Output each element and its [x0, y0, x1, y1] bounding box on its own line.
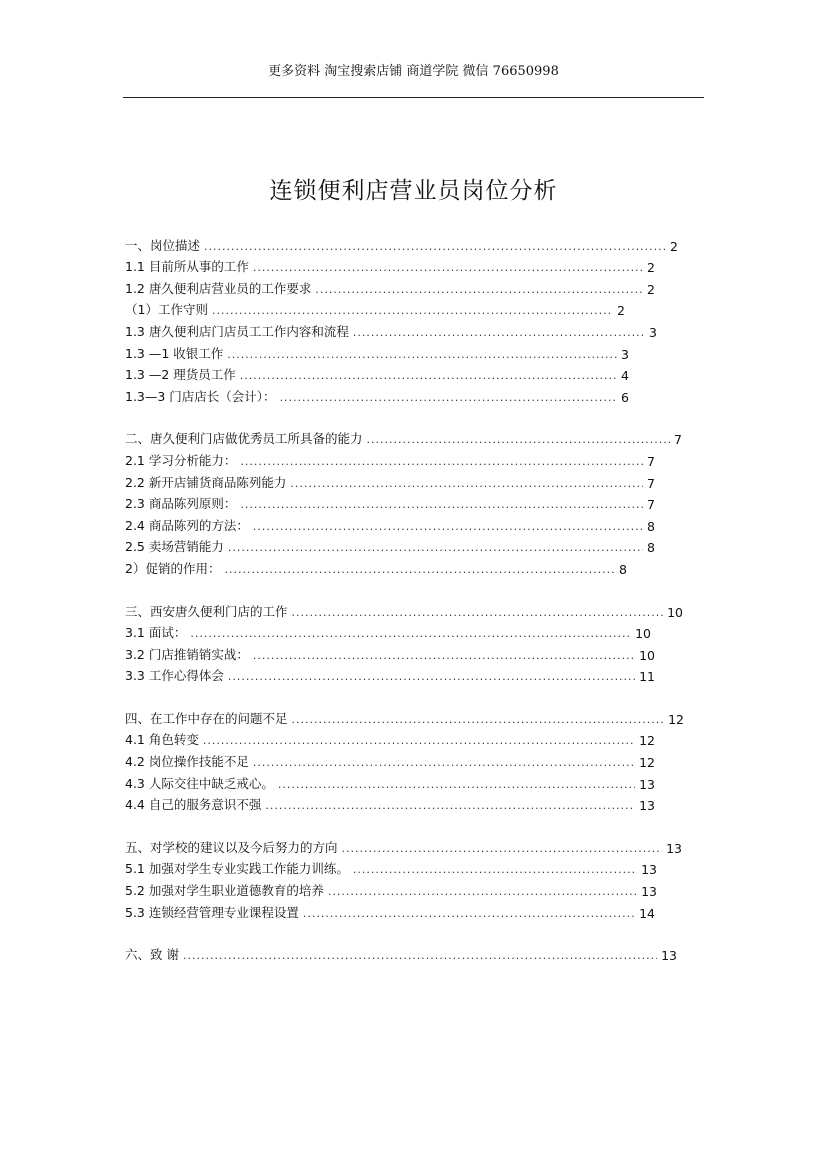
- toc-entry-label: 1.2 唐久便利店营业员的工作要求: [125, 280, 312, 296]
- toc-entry-page-number: 8: [647, 540, 655, 556]
- toc-entry[interactable]: [125, 705, 684, 727]
- toc-entry-label: 3.1 面试：: [125, 625, 187, 641]
- toc-section-gap: [125, 684, 685, 705]
- toc-entry-page-number: 10: [635, 626, 651, 642]
- toc-entry[interactable]: [125, 340, 629, 362]
- toc-entry[interactable]: [125, 254, 655, 276]
- toc-entry[interactable]: [125, 491, 655, 513]
- toc-dot-leader: [292, 606, 664, 620]
- toc-entry[interactable]: [125, 727, 655, 749]
- toc-dot-leader: [280, 391, 617, 405]
- toc-entry-page-number: 7: [674, 432, 682, 448]
- toc-dot-leader: [240, 455, 643, 469]
- toc-entry[interactable]: [125, 447, 655, 469]
- toc-section-gap: [125, 921, 685, 942]
- toc-entry-label: 2.3 商品陈列原则：: [125, 496, 237, 512]
- toc-section-gap: [125, 405, 685, 426]
- toc-entry[interactable]: [125, 620, 651, 642]
- toc-entry-label: 4.1 角色转变: [125, 732, 199, 748]
- toc-entry-label: 3.3 工作心得体会: [125, 668, 224, 684]
- toc-entry-page-number: 14: [639, 905, 655, 921]
- toc-dot-leader: [240, 498, 643, 512]
- toc-entry[interactable]: [125, 383, 629, 405]
- header-divider: [123, 97, 704, 98]
- toc-entry[interactable]: [125, 469, 655, 491]
- toc-entry-label: 1.3 唐久便利店门店员工工作内容和流程: [125, 323, 349, 339]
- toc-entry-page-number: 12: [639, 755, 655, 771]
- toc-entry[interactable]: [125, 877, 657, 899]
- toc-entry[interactable]: [125, 792, 655, 814]
- toc-entry[interactable]: [125, 275, 655, 297]
- toc-entry-label: 四、在工作中存在的问题不足: [125, 710, 288, 726]
- toc-dot-leader: [183, 949, 657, 963]
- toc-dot-leader: [253, 756, 635, 770]
- toc-dot-leader: [228, 541, 643, 555]
- toc-entry-label: 二、唐久便利门店做优秀员工所具备的能力: [125, 431, 363, 447]
- toc-entry-label: 1.3 —1 收银工作: [125, 345, 224, 361]
- toc-dot-leader: [190, 627, 631, 641]
- toc-entry-label: 4.4 自己的服务意识不强: [125, 797, 262, 813]
- toc-entry-label: 2.1 学习分析能力：: [125, 452, 237, 468]
- toc-entry-page-number: 13: [666, 840, 682, 856]
- toc-entry-page-number: 13: [639, 776, 655, 792]
- toc-entry[interactable]: [125, 297, 625, 319]
- toc-entry[interactable]: [125, 555, 627, 577]
- toc-entry-page-number: 13: [641, 884, 657, 900]
- toc-section-gap: [125, 813, 685, 834]
- toc-entry-page-number: 13: [641, 862, 657, 878]
- toc-entry-page-number: 7: [647, 475, 655, 491]
- toc-entry[interactable]: [125, 318, 657, 340]
- toc-entry-label: （1）工作守则: [125, 302, 208, 318]
- toc-dot-leader: [203, 734, 635, 748]
- toc-entry-page-number: 12: [668, 711, 684, 727]
- toc-entry-label: 3.2 门店推销销实战：: [125, 646, 249, 662]
- toc-entry-page-number: 11: [639, 669, 655, 685]
- toc-dot-leader: [367, 433, 671, 447]
- toc-entry-label: 1.3—3 门店店长（会计）：: [125, 388, 276, 404]
- toc-dot-leader: [315, 283, 643, 297]
- toc-entry-page-number: 10: [639, 647, 655, 663]
- toc-dot-leader: [212, 304, 613, 318]
- toc-entry-page-number: 4: [621, 368, 629, 384]
- toc-entry-page-number: 2: [647, 260, 655, 276]
- toc-entry-page-number: 13: [639, 798, 655, 814]
- toc-dot-leader: [328, 885, 637, 899]
- toc-entry-label: 5.3 连锁经营管理专业课程设置: [125, 904, 299, 920]
- toc-entry-page-number: 3: [649, 324, 657, 340]
- toc-entry[interactable]: [125, 770, 655, 792]
- toc-entry-page-number: 2: [647, 281, 655, 297]
- document-title: 连锁便利店营业员岗位分析: [269, 178, 558, 204]
- toc-entry-page-number: 8: [647, 518, 655, 534]
- toc-entry-label: 五、对学校的建议以及今后努力的方向: [125, 839, 338, 855]
- toc-dot-leader: [342, 842, 663, 856]
- toc-entry-page-number: 10: [667, 604, 683, 620]
- toc-dot-leader: [353, 326, 645, 340]
- toc-entry-label: 一、岗位描述: [125, 237, 201, 253]
- toc-entry[interactable]: [125, 598, 683, 620]
- toc-entry[interactable]: [125, 641, 655, 663]
- toc-dot-leader: [292, 713, 665, 727]
- toc-entry-page-number: 13: [661, 948, 677, 964]
- toc-entry[interactable]: [125, 663, 655, 685]
- toc-entry-label: 2.4 商品陈列的方法：: [125, 517, 249, 533]
- toc-entry[interactable]: [125, 426, 682, 448]
- toc-entry-label: 4.3 人际交往中缺乏戒心。: [125, 775, 274, 791]
- toc-entry[interactable]: [125, 899, 655, 921]
- table-of-contents: [125, 232, 685, 963]
- toc-dot-leader: [240, 369, 617, 383]
- toc-dot-leader: [253, 520, 643, 534]
- toc-entry-page-number: 2: [617, 303, 625, 319]
- toc-entry-label: 1.1 目前所从事的工作: [125, 259, 249, 275]
- toc-dot-leader: [228, 670, 635, 684]
- toc-entry-page-number: 2: [670, 238, 678, 254]
- toc-entry[interactable]: [125, 232, 678, 254]
- toc-entry-page-number: 6: [621, 389, 629, 405]
- toc-dot-leader: [224, 563, 615, 577]
- toc-entry-label: 5.1 加强对学生专业实践工作能力训练。: [125, 861, 349, 877]
- toc-entry-label: 六、致 谢: [125, 947, 179, 963]
- toc-entry[interactable]: [125, 534, 655, 556]
- toc-dot-leader: [290, 477, 643, 491]
- toc-dot-leader: [303, 907, 635, 921]
- toc-dot-leader: [253, 649, 635, 663]
- toc-entry[interactable]: [125, 942, 677, 964]
- page-header: 更多资料 淘宝搜索店铺 商道学院 微信 76650998: [268, 64, 559, 79]
- toc-entry[interactable]: [125, 512, 655, 534]
- toc-entry-page-number: 7: [647, 497, 655, 513]
- toc-entry-label: 4.2 岗位操作技能不足: [125, 754, 249, 770]
- toc-entry-page-number: 3: [621, 346, 629, 362]
- toc-entry-label: 2.2 新开店铺货商品陈列能力: [125, 474, 287, 490]
- toc-dot-leader: [253, 261, 643, 275]
- toc-entry-label: 2.5 卖场营销能力: [125, 539, 224, 555]
- toc-entry-page-number: 7: [647, 453, 655, 469]
- toc-entry[interactable]: [125, 748, 655, 770]
- toc-entry-page-number: 12: [639, 733, 655, 749]
- toc-entry-label: 2）促销的作用：: [125, 560, 221, 576]
- toc-dot-leader: [353, 863, 637, 877]
- toc-entry[interactable]: [125, 834, 682, 856]
- toc-entry-label: 5.2 加强对学生职业道德教育的培养: [125, 883, 324, 899]
- toc-dot-leader: [278, 778, 635, 792]
- toc-entry-label: 1.3 —2 理货员工作: [125, 367, 236, 383]
- toc-dot-leader: [265, 799, 635, 813]
- toc-dot-leader: [227, 348, 617, 362]
- toc-section-gap: [125, 577, 685, 598]
- toc-entry[interactable]: [125, 856, 657, 878]
- toc-entry-page-number: 8: [619, 561, 627, 577]
- toc-dot-leader: [204, 240, 666, 254]
- toc-entry-label: 三、西安唐久便利门店的工作: [125, 603, 288, 619]
- toc-entry[interactable]: [125, 362, 629, 384]
